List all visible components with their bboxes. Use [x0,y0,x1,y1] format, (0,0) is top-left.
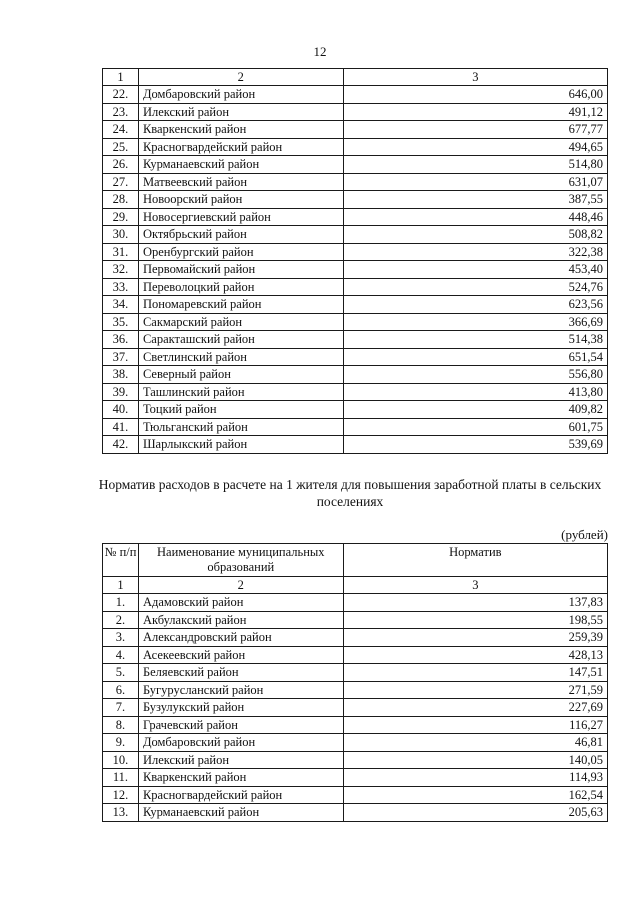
district-name: Курманаевский район [138,804,343,822]
table-row [103,103,608,121]
row-number: 33. [103,278,139,296]
table-row [103,208,608,226]
norm-value: 116,27 [343,716,607,734]
district-name: Северный район [138,366,343,384]
table-row [103,366,608,384]
row-number: 39. [103,383,139,401]
table-row [103,418,608,436]
district-name: Илекский район [138,751,343,769]
row-number: 1. [103,594,139,612]
row-number: 6. [103,681,139,699]
row-number: 4. [103,646,139,664]
norm-value: 539,69 [343,436,607,454]
row-number: 32. [103,261,139,279]
row-number: 24. [103,121,139,139]
district-name: Переволоцкий район [138,278,343,296]
district-name: Октябрьский район [138,226,343,244]
norm-value: 387,55 [343,191,607,209]
district-name: Сакмарский район [138,313,343,331]
table-row [103,86,608,104]
row-number: 9. [103,734,139,752]
table-body [103,544,608,822]
district-name: Бузулукский район [138,699,343,717]
row-number: 3. [103,629,139,647]
district-name: Кваркенский район [138,769,343,787]
norm-value: 198,55 [343,611,607,629]
norm-value: 413,80 [343,383,607,401]
column-number-1: 1 [103,577,139,594]
row-number: 35. [103,313,139,331]
table-body [103,69,608,454]
norm-value: 651,54 [343,348,607,366]
district-name: Красногвардейский район [138,786,343,804]
table-row [103,121,608,139]
norm-value: 514,80 [343,156,607,174]
row-number: 10. [103,751,139,769]
table-row [103,278,608,296]
table-row [103,681,608,699]
district-name: Ташлинский район [138,383,343,401]
district-name: Курманаевский район [138,156,343,174]
section-title: Норматив расходов в расчете на 1 жителя для повышения заработной платы в сельских поселениях [98,477,602,509]
district-name: Первомайский район [138,261,343,279]
row-number: 40. [103,401,139,419]
district-name: Оренбургский район [138,243,343,261]
column-number-3: 3 [343,69,607,86]
table-row [103,664,608,682]
row-number: 23. [103,103,139,121]
table-row [103,611,608,629]
row-number: 31. [103,243,139,261]
table-header-row [103,544,608,577]
table-row [103,313,608,331]
district-name: Тоцкий район [138,401,343,419]
row-number: 37. [103,348,139,366]
norm-value: 448,46 [343,208,607,226]
district-name: Пономаревский район [138,296,343,314]
norm-value: 556,80 [343,366,607,384]
district-name: Кваркенский район [138,121,343,139]
table-row [103,226,608,244]
row-number: 12. [103,786,139,804]
norm-value: 366,69 [343,313,607,331]
norm-value: 162,54 [343,786,607,804]
norm-value: 114,93 [343,769,607,787]
column-number-2: 2 [138,69,343,86]
norm-value: 322,38 [343,243,607,261]
norm-value: 137,83 [343,594,607,612]
district-name: Беляевский район [138,664,343,682]
norm-value: 205,63 [343,804,607,822]
row-number: 36. [103,331,139,349]
column-number-3: 3 [343,577,607,594]
district-name: Илекский район [138,103,343,121]
column-number-row [103,577,608,594]
district-name: Тюльганский район [138,418,343,436]
norm-value: 271,59 [343,681,607,699]
row-number: 26. [103,156,139,174]
district-name: Грачевский район [138,716,343,734]
page-number: 12 [313,44,327,59]
table-row [103,734,608,752]
norm-value: 147,51 [343,664,607,682]
table-row [103,594,608,612]
header-norm: Норматив [343,544,607,577]
table-row [103,191,608,209]
row-number: 25. [103,138,139,156]
norm-value: 428,13 [343,646,607,664]
row-number: 41. [103,418,139,436]
norm-value: 453,40 [343,261,607,279]
norm-value: 623,56 [343,296,607,314]
table-row [103,786,608,804]
district-name: Александровский район [138,629,343,647]
district-name: Саракташский район [138,331,343,349]
table-row [103,436,608,454]
district-name: Светлинский район [138,348,343,366]
norm-value: 601,75 [343,418,607,436]
district-name: Адамовский район [138,594,343,612]
row-number: 30. [103,226,139,244]
table-row [103,401,608,419]
table-row [103,769,608,787]
table-row [103,243,608,261]
district-name: Асекеевский район [138,646,343,664]
norm-value: 494,65 [343,138,607,156]
row-number: 28. [103,191,139,209]
district-name: Акбулакский район [138,611,343,629]
row-number: 34. [103,296,139,314]
column-number-row [103,69,608,86]
district-name: Красногвардейский район [138,138,343,156]
table-row [103,646,608,664]
norm-value: 677,77 [343,121,607,139]
row-number: 7. [103,699,139,717]
row-number: 27. [103,173,139,191]
column-number-1: 1 [103,69,139,86]
norm-value: 514,38 [343,331,607,349]
district-name: Новоорский район [138,191,343,209]
table-row [103,699,608,717]
norm-value: 508,82 [343,226,607,244]
district-name: Домбаровский район [138,734,343,752]
row-number: 2. [103,611,139,629]
district-name: Бугурусланский район [138,681,343,699]
norm-value: 631,07 [343,173,607,191]
norm-value: 409,82 [343,401,607,419]
district-name: Матвеевский район [138,173,343,191]
table-row [103,629,608,647]
table-row [103,751,608,769]
row-number: 8. [103,716,139,734]
norm-value: 524,76 [343,278,607,296]
table-row [103,331,608,349]
row-number: 13. [103,804,139,822]
norm-value: 46,81 [343,734,607,752]
norm-table-continued [102,68,608,454]
district-name: Новосергиевский район [138,208,343,226]
table-row [103,173,608,191]
column-number-2: 2 [138,577,343,594]
norm-value: 491,12 [343,103,607,121]
table-row [103,716,608,734]
row-number: 42. [103,436,139,454]
district-name: Шарлыкский район [138,436,343,454]
row-number: 11. [103,769,139,787]
row-number: 22. [103,86,139,104]
row-number: 29. [103,208,139,226]
table-row [103,156,608,174]
table-row [103,383,608,401]
district-name: Домбаровский район [138,86,343,104]
norm-value: 140,05 [343,751,607,769]
rural-settlement-norm-table [102,543,608,822]
header-name: Наименование муниципальных образований [138,544,343,577]
norm-value: 259,39 [343,629,607,647]
norm-value: 646,00 [343,86,607,104]
unit-label: (рублей) [561,527,608,542]
table-row [103,296,608,314]
row-number: 38. [103,366,139,384]
header-number: № п/п [103,544,139,577]
table-row [103,138,608,156]
norm-value: 227,69 [343,699,607,717]
table-row [103,804,608,822]
row-number: 5. [103,664,139,682]
table-row [103,348,608,366]
table-row [103,261,608,279]
